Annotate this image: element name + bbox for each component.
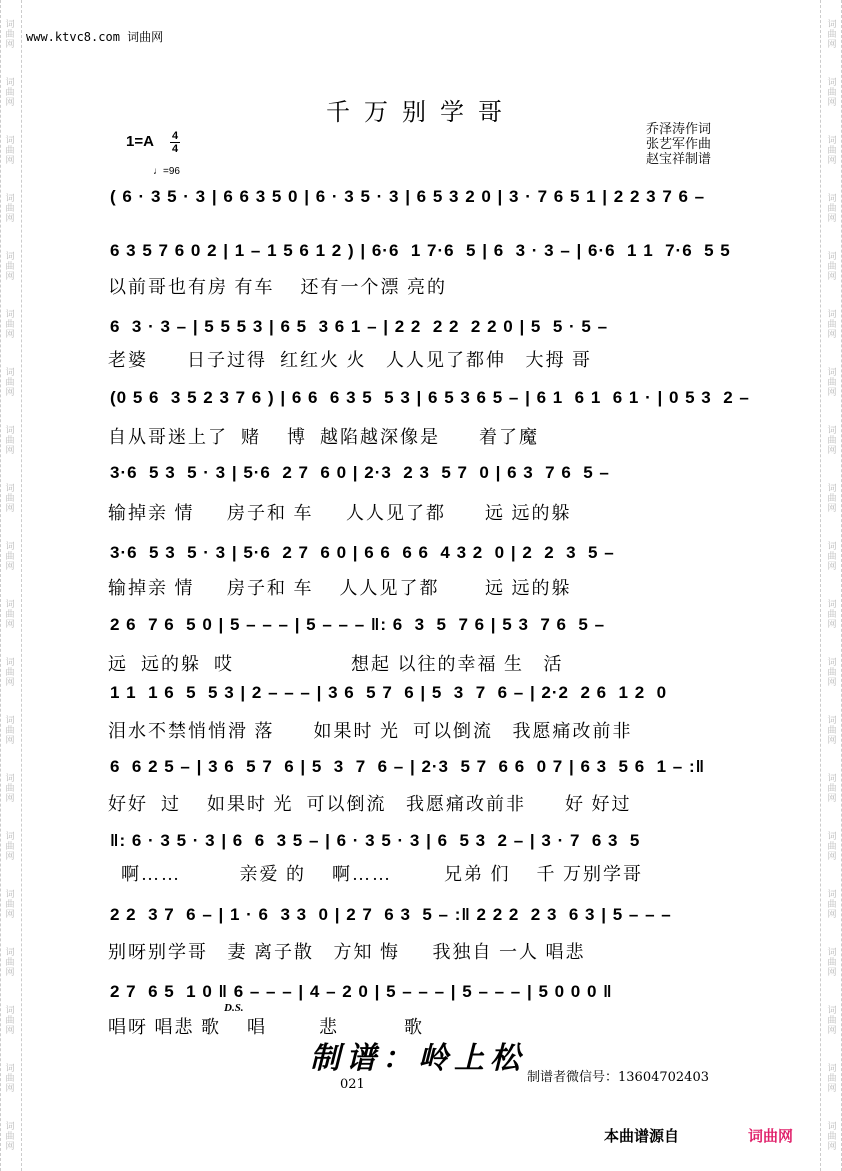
watermark-char: 网	[827, 678, 837, 688]
watermark-char: 曲	[827, 1132, 837, 1142]
tempo-mark: ♩=96	[153, 166, 180, 177]
watermark-char: 网	[5, 736, 15, 746]
watermark-char: 网	[5, 620, 15, 630]
watermark-char: 曲	[827, 436, 837, 446]
watermark-char: 网	[827, 272, 837, 282]
watermark-mark	[826, 716, 838, 746]
notation-row: 2 6 7 6 5 0 | 5 – – – | 5 – – – ‖: 6 3 5 7 6 | 5 3 7 6 5 –	[110, 615, 606, 634]
watermark-char: 网	[827, 98, 837, 108]
watermark-mark	[826, 368, 838, 398]
right-border-strip	[820, 0, 842, 1171]
watermark-mark	[826, 1122, 838, 1152]
watermark-char: 词	[5, 1122, 15, 1132]
watermark-mark	[826, 194, 838, 224]
watermark-char: 曲	[827, 30, 837, 40]
watermark-char: 词	[827, 774, 837, 784]
watermark-mark	[4, 1006, 16, 1036]
watermark-char: 曲	[827, 784, 837, 794]
watermark-char: 网	[827, 620, 837, 630]
watermark-char: 网	[5, 40, 15, 50]
watermark-char: 词	[5, 194, 15, 204]
watermark-mark	[826, 252, 838, 282]
watermark-char: 曲	[5, 494, 15, 504]
watermark-char: 网	[5, 330, 15, 340]
notation-row: 3·6 5 3 5 · 3 | 5·6 2 7 6 0 | 2·3 2 3 5 7 0 | 6 3 7 6 5 –	[110, 463, 610, 482]
watermark-char: 曲	[5, 1074, 15, 1084]
watermark-mark	[4, 716, 16, 746]
watermark-char: 曲	[5, 436, 15, 446]
watermark-char: 网	[827, 562, 837, 572]
page-number: 021	[340, 1077, 365, 1092]
notation-row: ‖: 6 · 3 5 · 3 | 6 6 3 5 – | 6 · 3 5 · 3 | 6 5 3 2 – | 3 · 7 6 3 5	[110, 831, 641, 850]
notation-row: 6 6 2 5 – | 3 6 5 7 6 | 5 3 7 6 – | 2·3 5 7 6 6 0 7 | 6 3 5 6 1 – :‖	[110, 757, 706, 776]
transcriber: 赵宝祥制谱	[646, 152, 712, 167]
watermark-char: 词	[5, 774, 15, 784]
watermark-char: 词	[827, 948, 837, 958]
watermark-char: 曲	[5, 1132, 15, 1142]
watermark-char: 曲	[827, 320, 837, 330]
notation-row: 1 1 1 6 5 5 3 | 2 – – – | 3 6 5 7 6 | 5 3 7 6 – | 2·2 2 6 1 2 0	[110, 683, 668, 702]
watermark-char: 网	[5, 388, 15, 398]
watermark-char: 词	[827, 194, 837, 204]
watermark-char: 网	[827, 852, 837, 862]
watermark-char: 网	[5, 98, 15, 108]
watermark-mark	[4, 832, 16, 862]
watermark-char: 曲	[827, 900, 837, 910]
wechat-id: 制谱者微信号：13604702403	[527, 1070, 709, 1085]
watermark-char: 曲	[5, 958, 15, 968]
watermark-mark	[4, 1064, 16, 1094]
watermark-char: 词	[827, 890, 837, 900]
watermark-mark	[826, 136, 838, 166]
watermark-char: 词	[827, 252, 837, 262]
watermark-char: 词	[827, 1006, 837, 1016]
watermark-char: 词	[827, 136, 837, 146]
notation-row: 6 3 · 3 – | 5 5 5 3 | 6 5 3 6 1 – | 2 2 2 2 2 2 0 | 5 5 · 5 –	[110, 317, 609, 336]
watermark-mark	[826, 948, 838, 978]
watermark-char: 曲	[827, 842, 837, 852]
left-border-strip	[0, 0, 22, 1171]
watermark-char: 网	[5, 156, 15, 166]
watermark-mark	[4, 542, 16, 572]
watermark-char: 曲	[827, 146, 837, 156]
watermark-char: 网	[5, 562, 15, 572]
watermark-char: 曲	[827, 262, 837, 272]
watermark-char: 曲	[5, 842, 15, 852]
watermark-char: 词	[827, 658, 837, 668]
watermark-char: 网	[827, 156, 837, 166]
notation-row: (0 5 6 3 5 2 3 7 6 ) | 6 6 6 3 5 5 3 | 6 5 3 6 5 – | 6 1 6 1 6 1 · | 0 5 3 2 –	[110, 388, 750, 407]
watermark-char: 网	[827, 910, 837, 920]
watermark-mark	[826, 658, 838, 688]
time-top: 4	[171, 130, 179, 142]
watermark-mark	[4, 136, 16, 166]
watermark-char: 网	[5, 968, 15, 978]
source-label: 本曲谱源自	[604, 1127, 680, 1145]
lyric-row: 以前哥也有房 有车 还有一个漂 亮的	[108, 277, 447, 297]
key-signature: 1=A	[126, 133, 154, 150]
watermark-char: 词	[5, 252, 15, 262]
watermark-char: 网	[5, 852, 15, 862]
notation-row: 2 7 6 5 1 0 ‖ 6 – – – | 4 – 2 0 | 5 – – – | 5 – – – | 5 0 0 0 ‖	[110, 982, 613, 1001]
notation-row: ( 6 · 3 5 · 3 | 6 6 3 5 0 | 6 · 3 5 · 3 | 6 5 3 2 0 | 3 · 7 6 5 1 | 2 2 3 7 6 –	[110, 187, 706, 206]
watermark-char: 曲	[827, 1016, 837, 1026]
watermark-char: 曲	[827, 1074, 837, 1084]
watermark-char: 曲	[827, 378, 837, 388]
watermark-char: 词	[827, 1064, 837, 1074]
watermark-mark	[826, 310, 838, 340]
watermark-char: 曲	[5, 30, 15, 40]
watermark-mark	[826, 1064, 838, 1094]
watermark-char: 曲	[5, 900, 15, 910]
notation-row: 2 2 3 7 6 – | 1 · 6 3 3 0 | 2 7 6 3 5 – :‖ 2 2 2 2 3 6 3 | 5 – – –	[110, 905, 672, 924]
watermark-char: 网	[827, 1026, 837, 1036]
watermark-char: 曲	[5, 378, 15, 388]
watermark-mark	[826, 600, 838, 630]
lyric-row: 唱呀 唱悲 歌 唱 悲 歌	[108, 1017, 424, 1037]
watermark-char: 曲	[5, 204, 15, 214]
watermark-char: 网	[5, 446, 15, 456]
watermark-char: 词	[5, 600, 15, 610]
watermark-char: 网	[5, 1142, 15, 1152]
watermark-char: 曲	[827, 668, 837, 678]
watermark-char: 曲	[827, 494, 837, 504]
lyric-row: 输掉亲 情 房子和 车 人人见了都 远 远的躲	[108, 503, 572, 523]
credits	[646, 122, 711, 167]
watermark-char: 网	[827, 1084, 837, 1094]
watermark-char: 词	[5, 832, 15, 842]
watermark-char: 曲	[5, 262, 15, 272]
watermark-char: 曲	[5, 784, 15, 794]
watermark-char: 词	[5, 310, 15, 320]
watermark-char: 词	[5, 716, 15, 726]
watermark-mark	[4, 310, 16, 340]
lyric-row: 远 远的躲 哎 想起 以往的幸福 生 活	[108, 654, 564, 674]
watermark-char: 网	[5, 678, 15, 688]
time-bottom: 4	[171, 143, 179, 155]
watermark-mark	[4, 194, 16, 224]
ds-mark: D.S.	[224, 1002, 244, 1014]
watermark-char: 词	[5, 20, 15, 30]
watermark-mark	[4, 948, 16, 978]
watermark-mark	[4, 774, 16, 804]
watermark-char: 词	[827, 78, 837, 88]
watermark-mark	[4, 890, 16, 920]
lyric-row: 啊…… 亲爱 的 啊…… 兄弟 们 千 万别学哥	[108, 864, 643, 884]
watermark-char: 曲	[5, 610, 15, 620]
watermark-char: 曲	[827, 610, 837, 620]
watermark-char: 词	[5, 136, 15, 146]
watermark-char: 词	[5, 948, 15, 958]
watermark-char: 词	[5, 542, 15, 552]
watermark-char: 曲	[5, 88, 15, 98]
watermark-char: 曲	[5, 552, 15, 562]
watermark-char: 词	[827, 20, 837, 30]
lyric-row: 好好 过 如果时 光 可以倒流 我愿痛改前非 好 好过	[108, 794, 632, 814]
watermark-char: 曲	[5, 726, 15, 736]
watermark-mark	[4, 658, 16, 688]
watermark-mark	[826, 1006, 838, 1036]
watermark-char: 词	[5, 658, 15, 668]
watermark-char: 曲	[5, 1016, 15, 1026]
watermark-char: 网	[827, 330, 837, 340]
watermark-mark	[4, 368, 16, 398]
arranger-signature: 制谱：岭上松	[310, 1041, 526, 1076]
watermark-mark	[4, 20, 16, 50]
composer: 张艺军作曲	[646, 137, 712, 152]
watermark-char: 词	[5, 1064, 15, 1074]
watermark-char: 词	[827, 600, 837, 610]
lyric-row: 输掉亲 情 房子和 车 人人见了都 远 远的躲	[108, 578, 572, 598]
watermark-char: 曲	[5, 320, 15, 330]
watermark-char: 词	[827, 426, 837, 436]
watermark-mark	[826, 890, 838, 920]
notation-row: 3·6 5 3 5 · 3 | 5·6 2 7 6 0 | 6 6 6 6 4 3 2 0 | 2 2 3 5 –	[110, 543, 615, 562]
watermark-char: 曲	[827, 726, 837, 736]
watermark-mark	[4, 484, 16, 514]
watermark-char: 网	[827, 446, 837, 456]
watermark-char: 网	[5, 272, 15, 282]
watermark-char: 网	[827, 968, 837, 978]
site-url[interactable]: www.ktvc8.com 词曲网	[26, 30, 164, 44]
watermark-char: 曲	[827, 204, 837, 214]
lyric-row: 泪水不禁悄悄滑 落 如果时 光 可以倒流 我愿痛改前非	[108, 721, 633, 741]
watermark-char: 网	[5, 1084, 15, 1094]
watermark-char: 曲	[5, 668, 15, 678]
watermark-mark	[4, 426, 16, 456]
watermark-char: 网	[827, 1142, 837, 1152]
notation-row: 6 3 5 7 6 0 2 | 1 – 1 5 6 1 2 ) | 6·6 1 7·6 5 | 6 3 · 3 – | 6·6 1 1 7·6 5 5	[110, 241, 731, 260]
song-title: 千万别学哥	[326, 98, 516, 126]
lyric-row: 自从哥迷上了 赌 博 越陷越深像是 着了魔	[108, 427, 539, 447]
watermark-char: 网	[827, 794, 837, 804]
watermark-char: 词	[5, 368, 15, 378]
watermark-char: 词	[5, 78, 15, 88]
watermark-mark	[826, 774, 838, 804]
watermark-char: 网	[827, 388, 837, 398]
watermark-char: 曲	[827, 88, 837, 98]
lyricist: 乔泽涛作词	[646, 122, 712, 137]
watermark-mark	[826, 484, 838, 514]
watermark-char: 词	[5, 426, 15, 436]
watermark-char: 曲	[5, 146, 15, 156]
watermark-char: 词	[827, 484, 837, 494]
watermark-char: 词	[827, 542, 837, 552]
watermark-char: 词	[827, 1122, 837, 1132]
watermark-char: 网	[827, 214, 837, 224]
watermark-char: 词	[5, 484, 15, 494]
watermark-mark	[4, 600, 16, 630]
watermark-char: 网	[5, 794, 15, 804]
watermark-char: 词	[5, 890, 15, 900]
watermark-char: 词	[827, 368, 837, 378]
lyric-row: 老婆 日子过得 红红火 火 人人见了都伸 大拇 哥	[108, 350, 592, 370]
watermark-mark	[826, 542, 838, 572]
watermark-char: 词	[827, 716, 837, 726]
watermark-char: 网	[827, 504, 837, 514]
watermark-char: 网	[5, 504, 15, 514]
watermark-char: 网	[827, 40, 837, 50]
watermark-char: 曲	[827, 958, 837, 968]
watermark-char: 网	[827, 736, 837, 746]
watermark-mark	[826, 832, 838, 862]
watermark-mark	[826, 426, 838, 456]
watermark-mark	[4, 1122, 16, 1152]
watermark-char: 网	[5, 1026, 15, 1036]
watermark-char: 词	[827, 832, 837, 842]
watermark-mark	[4, 252, 16, 282]
watermark-char: 词	[5, 1006, 15, 1016]
watermark-char: 网	[5, 214, 15, 224]
watermark-char: 曲	[827, 552, 837, 562]
watermark-char: 词	[827, 310, 837, 320]
lyric-row: 别呀别学哥 妻 离子散 方知 悔 我独自 一人 唱悲	[108, 942, 586, 962]
watermark-mark	[826, 20, 838, 50]
watermark-char: 网	[5, 910, 15, 920]
time-signature	[170, 130, 180, 155]
source-site-link[interactable]: 词曲网	[748, 1127, 794, 1145]
